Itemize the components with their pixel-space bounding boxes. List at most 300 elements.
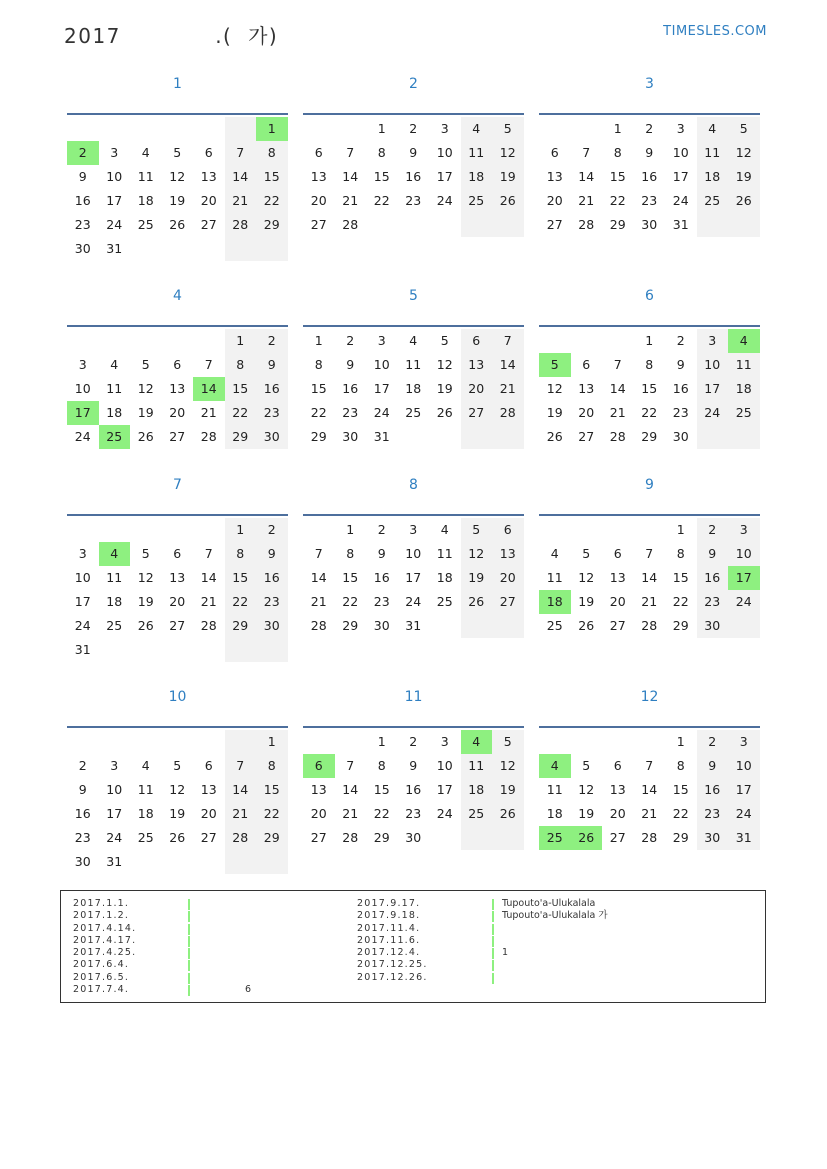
empty-cell [492, 614, 524, 638]
day-cell: 6 [461, 329, 493, 353]
day-cell: 4 [461, 730, 493, 754]
day-cell: 16 [256, 566, 288, 590]
day-cell: 19 [461, 566, 493, 590]
day-cell: 14 [225, 778, 257, 802]
day-cell: 24 [697, 401, 729, 425]
month-name: 11 [404, 689, 423, 705]
day-cell: 17 [672, 169, 689, 184]
day-cell: 30 [342, 429, 359, 444]
day-cell: 22 [225, 401, 257, 425]
empty-cell [429, 213, 461, 237]
day-cell: 17 [728, 778, 760, 802]
month-block [67, 686, 288, 874]
day-cell: 26 [571, 826, 603, 850]
day-cell: 30 [373, 618, 390, 633]
day-cell: 24 [74, 429, 91, 444]
day-cell: 24 [373, 405, 390, 420]
holiday-date: 2017.12.25. [357, 959, 428, 971]
day-cell: 6 [303, 754, 335, 778]
holiday-date: 2017.9.17. [357, 898, 421, 909]
day-cell: 26 [137, 618, 154, 633]
day-cell: 26 [461, 590, 493, 614]
month-rule [67, 726, 288, 728]
holiday-marker [492, 960, 494, 971]
day-cell: 19 [492, 778, 524, 802]
day-cell: 29 [672, 618, 689, 633]
day-cell: 18 [106, 405, 123, 420]
empty-cell [461, 213, 493, 237]
empty-cell [398, 213, 430, 237]
month-block [539, 73, 760, 237]
day-cell: 5 [173, 145, 182, 160]
day-cell: 13 [310, 169, 327, 184]
day-cell: 20 [578, 405, 595, 420]
day-cell: 18 [106, 594, 123, 609]
day-cell: 12 [578, 570, 595, 585]
day-cell: 17 [436, 782, 453, 797]
day-cell: 16 [641, 169, 658, 184]
day-cell: 10 [672, 145, 689, 160]
day-cell: 6 [613, 546, 622, 561]
day-cell: 22 [672, 806, 689, 821]
day-cell: 23 [405, 193, 422, 208]
month-block [303, 686, 524, 850]
empty-cell [130, 117, 162, 141]
day-cell: 12 [169, 782, 186, 797]
holiday-column-right [357, 898, 757, 984]
holiday-row [73, 935, 343, 947]
day-cell: 1 [256, 117, 288, 141]
day-cell: 19 [728, 165, 760, 189]
day-cell: 13 [609, 570, 626, 585]
day-cell: 19 [137, 405, 154, 420]
holiday-row [357, 910, 757, 922]
day-cell: 28 [641, 618, 658, 633]
day-cell: 13 [310, 782, 327, 797]
day-cell: 29 [609, 217, 626, 232]
empty-cell [571, 518, 603, 542]
day-cell: 17 [373, 381, 390, 396]
empty-cell [256, 638, 288, 662]
day-cell: 21 [310, 594, 327, 609]
empty-cell [67, 730, 99, 754]
empty-cell [162, 329, 194, 353]
day-cell: 21 [200, 405, 217, 420]
day-cell: 11 [461, 141, 493, 165]
day-cell: 12 [492, 141, 524, 165]
page-title: 2017 .( 가) [64, 24, 279, 48]
day-cell: 26 [137, 429, 154, 444]
empty-cell [634, 730, 666, 754]
empty-cell [256, 237, 288, 261]
day-cell: 12 [137, 570, 154, 585]
month-rule [303, 325, 524, 327]
day-cell: 22 [225, 590, 257, 614]
day-cell: 4 [409, 333, 418, 348]
holiday-marker [492, 936, 494, 947]
month-block [67, 285, 288, 449]
day-cell: 19 [436, 381, 453, 396]
day-cell: 10 [728, 754, 760, 778]
empty-cell [398, 425, 430, 449]
day-cell: 12 [169, 169, 186, 184]
day-cell: 11 [405, 357, 422, 372]
day-cell: 13 [578, 381, 595, 396]
month-rule [303, 514, 524, 516]
day-cell: 13 [461, 353, 493, 377]
day-cell: 24 [728, 590, 760, 614]
day-cell: 31 [405, 618, 422, 633]
day-cell: 21 [200, 594, 217, 609]
day-cell: 29 [225, 614, 257, 638]
day-cell: 26 [436, 405, 453, 420]
day-cell: 15 [225, 566, 257, 590]
site-logo[interactable]: TIMESLES.COM [663, 24, 767, 39]
day-cell: 2 [409, 121, 418, 136]
month-grid [539, 329, 760, 449]
day-cell: 6 [613, 758, 622, 773]
day-cell: 11 [436, 546, 453, 561]
month-block [303, 73, 524, 237]
day-cell: 12 [436, 357, 453, 372]
holiday-row [73, 898, 343, 910]
month-name: 6 [645, 288, 654, 304]
month-block [539, 474, 760, 638]
day-cell: 27 [169, 429, 186, 444]
day-cell: 1 [225, 329, 257, 353]
day-cell: 3 [110, 145, 119, 160]
day-cell: 1 [377, 121, 386, 136]
day-cell: 30 [74, 241, 91, 256]
day-cell: 13 [169, 381, 186, 396]
day-cell: 4 [99, 542, 131, 566]
day-cell: 13 [609, 782, 626, 797]
empty-cell [193, 237, 225, 261]
empty-cell [162, 638, 194, 662]
day-cell: 4 [550, 546, 559, 561]
month-grid [539, 518, 760, 638]
day-cell: 4 [539, 754, 571, 778]
empty-cell [193, 117, 225, 141]
day-cell: 29 [310, 429, 327, 444]
day-cell: 29 [256, 213, 288, 237]
day-cell: 18 [539, 590, 571, 614]
empty-cell [193, 518, 225, 542]
holiday-marker [188, 924, 190, 935]
empty-cell [461, 826, 493, 850]
empty-cell [225, 730, 257, 754]
day-cell: 3 [728, 518, 760, 542]
empty-cell [492, 213, 524, 237]
holiday-marker [188, 936, 190, 947]
month-block [539, 285, 760, 449]
day-cell: 11 [546, 570, 563, 585]
day-cell: 7 [225, 754, 257, 778]
day-cell: 12 [728, 141, 760, 165]
day-cell: 9 [346, 357, 355, 372]
empty-cell [193, 638, 225, 662]
day-cell: 25 [539, 826, 571, 850]
day-cell: 13 [492, 542, 524, 566]
day-cell: 2 [676, 333, 685, 348]
empty-cell [303, 518, 335, 542]
empty-cell [335, 730, 367, 754]
holiday-row [357, 947, 757, 959]
day-cell: 9 [645, 145, 654, 160]
day-cell: 7 [346, 145, 355, 160]
empty-cell [162, 730, 194, 754]
day-cell: 23 [256, 401, 288, 425]
day-cell: 21 [641, 806, 658, 821]
empty-cell [697, 425, 729, 449]
day-cell: 6 [173, 546, 182, 561]
day-cell: 5 [173, 758, 182, 773]
day-cell: 1 [256, 730, 288, 754]
day-cell: 6 [492, 518, 524, 542]
day-cell: 21 [342, 806, 359, 821]
day-cell: 8 [256, 141, 288, 165]
day-cell: 22 [373, 193, 390, 208]
day-cell: 30 [641, 217, 658, 232]
day-cell: 15 [342, 570, 359, 585]
day-cell: 15 [310, 381, 327, 396]
day-cell: 11 [728, 353, 760, 377]
empty-cell [429, 826, 461, 850]
empty-cell [728, 425, 760, 449]
day-cell: 6 [204, 758, 213, 773]
month-name: 8 [409, 477, 418, 493]
holiday-marker [188, 960, 190, 971]
day-cell: 5 [461, 518, 493, 542]
day-cell: 3 [78, 546, 87, 561]
day-cell: 24 [672, 193, 689, 208]
day-cell: 20 [169, 594, 186, 609]
day-cell: 31 [728, 826, 760, 850]
day-cell: 29 [342, 618, 359, 633]
month-block [303, 474, 524, 638]
holiday-date: 2017.9.18. [357, 910, 421, 922]
month-rule [67, 325, 288, 327]
empty-cell [602, 730, 634, 754]
holiday-date: 2017.7.4. [73, 984, 130, 996]
day-cell: 28 [609, 429, 626, 444]
day-cell: 15 [672, 570, 689, 585]
day-cell: 18 [137, 193, 154, 208]
month-name: 7 [173, 477, 182, 493]
month-rule [303, 113, 524, 115]
day-cell: 28 [342, 830, 359, 845]
day-cell: 19 [137, 594, 154, 609]
day-cell: 25 [405, 405, 422, 420]
day-cell: 30 [405, 830, 422, 845]
holiday-row [357, 935, 757, 947]
holiday-marker [492, 924, 494, 935]
month-block [303, 285, 524, 449]
day-cell: 5 [440, 333, 449, 348]
day-cell: 2 [67, 141, 99, 165]
day-cell: 16 [256, 377, 288, 401]
empty-cell [99, 638, 131, 662]
month-name: 2 [409, 76, 418, 92]
holiday-row [73, 984, 343, 996]
empty-cell [539, 117, 571, 141]
day-cell: 16 [74, 193, 91, 208]
day-cell: 7 [225, 141, 257, 165]
day-cell: 11 [461, 754, 493, 778]
day-cell: 30 [697, 826, 729, 850]
day-cell: 20 [169, 405, 186, 420]
day-cell: 19 [578, 594, 595, 609]
day-cell: 16 [405, 782, 422, 797]
empty-cell [225, 237, 257, 261]
day-cell: 22 [342, 594, 359, 609]
day-cell: 27 [492, 590, 524, 614]
day-cell: 15 [256, 165, 288, 189]
day-cell: 31 [106, 241, 123, 256]
day-cell: 25 [728, 401, 760, 425]
day-cell: 25 [137, 830, 154, 845]
day-cell: 1 [346, 522, 355, 537]
day-cell: 29 [672, 830, 689, 845]
holiday-date: 2017.1.1. [73, 898, 130, 909]
month-grid [303, 117, 524, 237]
day-cell: 25 [546, 618, 563, 633]
empty-cell [697, 213, 729, 237]
day-cell: 22 [310, 405, 327, 420]
day-cell: 13 [169, 570, 186, 585]
holiday-row [357, 898, 757, 910]
day-cell: 29 [373, 830, 390, 845]
day-cell: 27 [200, 217, 217, 232]
day-cell: 5 [141, 546, 150, 561]
day-cell: 27 [461, 401, 493, 425]
day-cell: 9 [78, 782, 87, 797]
day-cell: 9 [697, 542, 729, 566]
day-cell: 15 [373, 169, 390, 184]
day-cell: 28 [578, 217, 595, 232]
day-cell: 15 [672, 782, 689, 797]
day-cell: 13 [200, 782, 217, 797]
empty-cell [225, 117, 257, 141]
day-cell: 1 [613, 121, 622, 136]
month-grid [67, 117, 288, 261]
day-cell: 23 [641, 193, 658, 208]
day-cell: 27 [310, 217, 327, 232]
empty-cell [429, 425, 461, 449]
day-cell: 28 [200, 618, 217, 633]
day-cell: 22 [373, 806, 390, 821]
day-cell: 1 [377, 734, 386, 749]
day-cell: 4 [461, 117, 493, 141]
day-cell: 20 [609, 806, 626, 821]
day-cell: 20 [609, 594, 626, 609]
day-cell: 12 [492, 754, 524, 778]
day-cell: 14 [225, 165, 257, 189]
holiday-date: 2017.6.5. [73, 971, 130, 983]
day-cell: 14 [342, 782, 359, 797]
day-cell: 30 [697, 614, 729, 638]
empty-cell [193, 850, 225, 874]
day-cell: 31 [74, 642, 91, 657]
day-cell: 4 [440, 522, 449, 537]
empty-cell [335, 117, 367, 141]
day-cell: 21 [609, 405, 626, 420]
day-cell: 14 [578, 169, 595, 184]
month-grid [303, 518, 524, 638]
day-cell: 5 [539, 353, 571, 377]
day-cell: 26 [546, 429, 563, 444]
day-cell: 26 [169, 830, 186, 845]
day-cell: 3 [728, 730, 760, 754]
empty-cell [461, 614, 493, 638]
month-grid [539, 117, 760, 237]
day-cell: 10 [373, 357, 390, 372]
month-grid [67, 730, 288, 874]
day-cell: 10 [405, 546, 422, 561]
month-grid [303, 329, 524, 449]
day-cell: 10 [436, 145, 453, 160]
day-cell: 18 [697, 165, 729, 189]
day-cell: 2 [256, 329, 288, 353]
day-cell: 17 [106, 806, 123, 821]
day-cell: 9 [256, 353, 288, 377]
day-cell: 5 [141, 357, 150, 372]
day-cell: 30 [672, 429, 689, 444]
day-cell: 20 [310, 193, 327, 208]
day-cell: 22 [672, 594, 689, 609]
day-cell: 14 [641, 782, 658, 797]
day-cell: 7 [492, 329, 524, 353]
empty-cell [193, 329, 225, 353]
day-cell: 2 [346, 333, 355, 348]
day-cell: 17 [74, 594, 91, 609]
day-cell: 18 [546, 806, 563, 821]
day-cell: 15 [256, 778, 288, 802]
empty-cell [225, 638, 257, 662]
day-cell: 28 [492, 401, 524, 425]
holiday-column-left [73, 898, 343, 996]
day-cell: 4 [728, 329, 760, 353]
day-cell: 13 [546, 169, 563, 184]
day-cell: 5 [582, 758, 591, 773]
day-cell: 10 [436, 758, 453, 773]
day-cell: 19 [492, 165, 524, 189]
day-cell: 12 [546, 381, 563, 396]
day-cell: 19 [578, 806, 595, 821]
day-cell: 25 [697, 189, 729, 213]
day-cell: 17 [67, 401, 99, 425]
day-cell: 30 [74, 854, 91, 869]
day-cell: 14 [492, 353, 524, 377]
day-cell: 20 [546, 193, 563, 208]
day-cell: 9 [256, 542, 288, 566]
day-cell: 22 [256, 189, 288, 213]
holiday-date: 2017.4.14. [73, 922, 137, 934]
empty-cell [225, 850, 257, 874]
month-rule [67, 514, 288, 516]
day-cell: 7 [346, 758, 355, 773]
month-rule [67, 113, 288, 115]
holiday-list [60, 890, 766, 1003]
day-cell: 6 [314, 145, 323, 160]
day-cell: 5 [582, 546, 591, 561]
day-cell: 25 [461, 189, 493, 213]
day-cell: 24 [405, 594, 422, 609]
holiday-name: 6 [245, 984, 252, 996]
day-cell: 6 [550, 145, 559, 160]
day-cell: 8 [645, 357, 654, 372]
day-cell: 8 [314, 357, 323, 372]
